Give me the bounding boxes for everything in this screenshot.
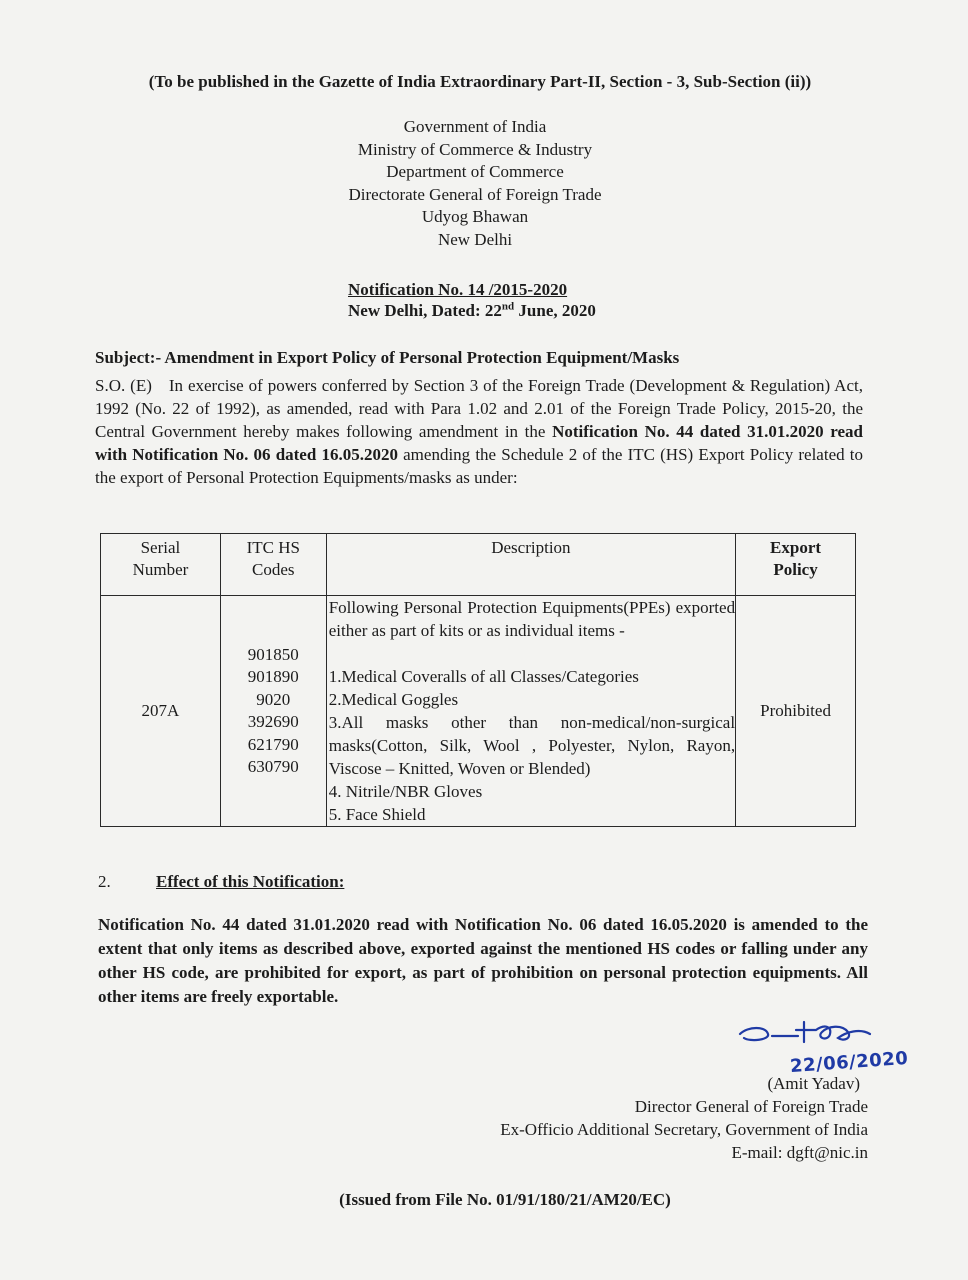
- hs-code: 901850: [247, 644, 299, 664]
- signatory-email: E-mail: dgft@nic.in: [731, 1143, 868, 1162]
- description-item: 5. Face Shield: [328, 805, 426, 824]
- table-header-row: [101, 534, 856, 596]
- date-suffix: June, 2020: [514, 301, 596, 320]
- conclusion-paragraph: Notification No. 44 dated 31.01.2020 read with Notification No. 06 dated 16.05.2020 is amended to the extent that only items as described above, exported against the mentioned HS codes or falling under any other HS code, are prohibited for export, as part of prohibition on personal protection equipments. All other items are freely exportable.: [98, 915, 868, 1006]
- section-title: Effect of this Notification:: [156, 872, 345, 891]
- hs-codes-cell: [220, 596, 326, 827]
- office-line: Government of India: [403, 117, 547, 136]
- signatory-designation: Director General of Foreign Trade: [634, 1097, 868, 1116]
- hs-code: 392690: [247, 712, 299, 731]
- signatory-name: (Amit Yadav): [767, 1074, 860, 1093]
- header-text: Description: [491, 538, 571, 557]
- subject-line: Subject:- Amendment in Export Policy of Personal Protection Equipment/Masks: [95, 348, 680, 367]
- header-serial-number: [101, 534, 221, 596]
- notification-date: [348, 300, 596, 321]
- export-policy-cell: Prohibited: [736, 596, 856, 827]
- header-export-policy: [736, 534, 856, 596]
- header-text: Serial: [140, 538, 181, 557]
- body-paragraph: [95, 374, 863, 489]
- date-prefix: New Delhi, Dated: 22: [348, 301, 502, 320]
- table-row: [101, 596, 856, 827]
- body-bold-reference: Notification No. 44 dated 31.01.2020 read with Notification No. 06 dated 16.05.2020: [95, 422, 863, 464]
- notification-number: Notification No. 14 /2015-2020: [348, 280, 568, 299]
- header-text: Export: [770, 538, 822, 557]
- office-line: Ministry of Commerce & Industry: [357, 139, 593, 159]
- description-item: 4. Nitrile/NBR Gloves: [328, 782, 483, 801]
- hs-code: 901890: [247, 667, 299, 686]
- date-superscript: nd: [501, 300, 515, 313]
- handwritten-date: 22/06/2020: [789, 1047, 909, 1078]
- office-line: Udyog Bhawan: [421, 207, 529, 227]
- description-cell: [326, 596, 735, 827]
- body-text-2: amending the Schedule 2 of the ITC (HS) Export Policy related to the export of Personal Protection Equipments/masks as under:: [95, 445, 863, 487]
- description-item: 2.Medical Goggles: [328, 690, 459, 709]
- office-line: Department of Commerce: [386, 162, 564, 182]
- header-text: ITC HS: [246, 538, 300, 557]
- hs-code: 630790: [247, 757, 299, 776]
- so-label: S.O. (E): [95, 376, 152, 395]
- header-description: [326, 534, 735, 596]
- hs-code: 621790: [247, 734, 299, 754]
- description-item: 1.Medical Coveralls of all Classes/Categories: [328, 667, 639, 686]
- office-address: [0, 116, 950, 252]
- office-line: Directorate General of Foreign Trade: [348, 184, 602, 204]
- effect-heading: [98, 872, 344, 892]
- header-text: Codes: [252, 560, 295, 579]
- notification-header: [348, 279, 596, 321]
- signatory-block: [368, 1072, 868, 1164]
- file-reference: (Issued from File No. 01/91/180/21/AM20/EC): [339, 1190, 671, 1209]
- description-item: 3.All masks other than non-medical/non-surgical masks(Cotton, Silk, Wool , Polyester, Nylon, Rayon, Viscose – Knitted, Woven or Blended): [328, 713, 736, 778]
- header-text: Number: [132, 560, 189, 579]
- signatory-designation: Ex-Officio Additional Secretary, Government of India: [500, 1120, 868, 1139]
- header-itc-hs-codes: [220, 534, 326, 596]
- export-policy-table: [100, 533, 856, 827]
- hs-code: 9020: [256, 689, 291, 709]
- body-text-1: In exercise of powers conferred by Section 3 of the Foreign Trade (Development & Regulation) Act, 1992 (No. 22 of 1992), as amended, read with Para 1.02 and 2.01 of the Foreign Trade Policy, 2015-20, the Central Government hereby makes following amendment in the: [95, 376, 863, 441]
- description-intro: Following Personal Protection Equipments(PPEs) exported either as part of kits or as individual items -: [328, 598, 736, 640]
- header-text: Policy: [773, 560, 818, 579]
- section-number: 2.: [98, 872, 111, 891]
- office-line: New Delhi: [437, 229, 513, 249]
- spacer: [329, 642, 735, 665]
- gazette-heading: (To be published in the Gazette of India Extraordinary Part-II, Section - 3, Sub-Section (ii)): [148, 72, 812, 91]
- serial-number-cell: 207A: [101, 596, 221, 827]
